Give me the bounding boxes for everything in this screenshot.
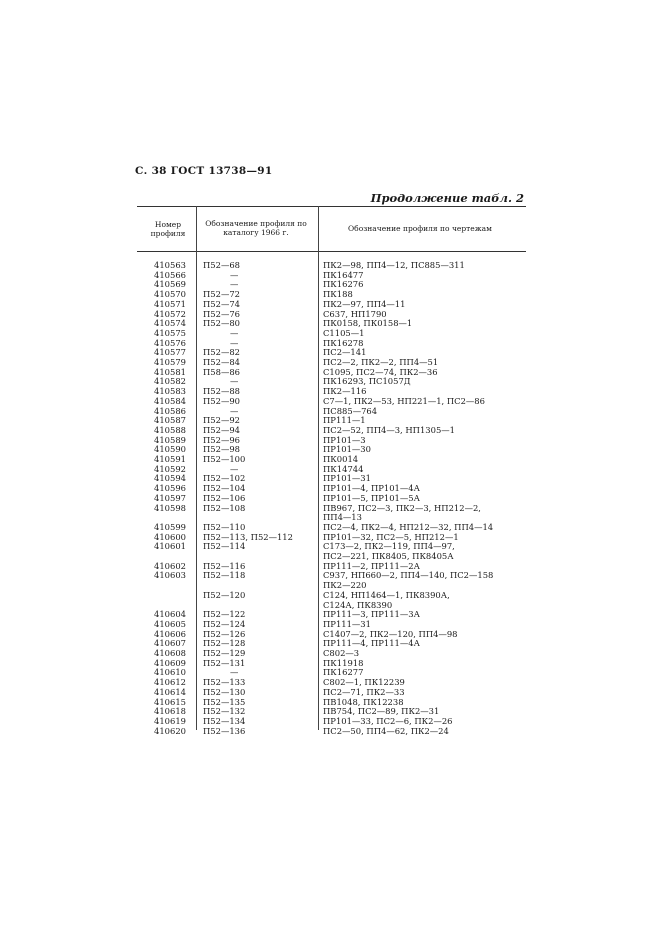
profile-number: 410608 <box>154 648 186 658</box>
profile-number: 410615 <box>154 696 186 707</box>
profile-number: 410606 <box>154 628 186 639</box>
profile-number: 410612 <box>154 677 186 688</box>
catalog-designation: П52—74 <box>203 298 240 309</box>
profile-number: 410610 <box>154 667 186 678</box>
column-divider-1 <box>196 206 197 730</box>
catalog-designation: П52—96 <box>203 434 240 445</box>
drawing-designation: ПК14744 <box>323 463 364 474</box>
drawing-designation: ПК2—220 <box>323 580 367 591</box>
column-header-drawing: Обозначение профиля по чертежам <box>348 224 492 233</box>
catalog-designation: П52—133 <box>203 677 246 688</box>
profile-number: 410574 <box>154 318 186 329</box>
profile-number: 410582 <box>154 376 186 387</box>
profile-number: 410594 <box>154 473 186 484</box>
catalog-designation: П52—68 <box>203 260 240 270</box>
catalog-designation: П52—113, П52—112 <box>203 531 293 542</box>
catalog-designation: П52—84 <box>203 357 240 367</box>
drawing-designation: С124А, ПК8390 <box>323 599 393 610</box>
drawing-designation: ПР101—31 <box>323 473 371 484</box>
profile-number: 410576 <box>154 337 186 348</box>
drawing-designation: ПК0158, ПК0158—1 <box>323 318 413 329</box>
drawing-designation: ПВ1048, ПК12238 <box>323 696 404 707</box>
profile-number: 410571 <box>154 298 186 309</box>
catalog-designation: П52—100 <box>203 454 246 464</box>
drawing-designation: С173—2, ПК2—119, ПП4—97, <box>323 541 455 552</box>
drawing-designation: С7—1, ПК2—53, НП221—1, ПС2—86 <box>323 395 485 406</box>
catalog-designation: П52—104 <box>203 483 246 494</box>
profile-number: 410618 <box>154 706 186 717</box>
catalog-designation: П52—129 <box>203 648 246 658</box>
profile-number: 410579 <box>154 357 186 367</box>
profile-number: 410596 <box>154 483 186 494</box>
drawing-designation: ПР101—4, ПР101—4А <box>323 483 420 494</box>
drawing-designation: С1095, ПС2—74, ПК2—36 <box>323 366 438 377</box>
drawing-designation: ПК16293, ПС1057Д <box>323 376 411 387</box>
catalog-designation: П52—130 <box>203 686 246 697</box>
drawing-designation: ПР111—2, ПР111—2А <box>323 560 420 571</box>
column-header-number: Номер профиля <box>150 220 186 238</box>
drawing-designation: ПР111—4, ПР111—4А <box>323 638 420 649</box>
profile-number: 410597 <box>154 492 186 503</box>
drawing-designation: ПР101—33, ПС2—6, ПК2—26 <box>323 715 453 726</box>
table-continuation-caption: Продолжение табл. 2 <box>370 191 524 205</box>
drawing-designation: ПС2—4, ПК2—4, НП212—32, ПП4—14 <box>323 521 494 532</box>
profile-number: 410581 <box>154 366 186 377</box>
catalog-designation: П52—92 <box>203 415 240 426</box>
catalog-designation: П52—122 <box>203 609 246 620</box>
profile-number: 410563 <box>154 260 186 270</box>
drawing-designation: ПС2—71, ПК2—33 <box>323 686 405 697</box>
drawing-designation: С802—3 <box>323 648 360 658</box>
catalog-designation: П52—108 <box>203 502 246 513</box>
drawing-designation: С124, НП1464—1, ПК8390А, <box>323 589 450 600</box>
catalog-designation: П52—72 <box>203 289 240 300</box>
drawing-designation: ПР101—3 <box>323 434 366 445</box>
drawing-designation: С937, НП660—2, ПП4—140, ПС2—158 <box>323 570 494 581</box>
column-header-catalog: Обозначение профиля по каталогу 1966 г. <box>205 219 307 237</box>
drawing-designation: ПК16477 <box>323 269 364 280</box>
drawing-designation: ПК2—97, ПП4—11 <box>323 298 406 309</box>
drawing-designation: ПВ967, ПС2—3, ПК2—3, НП212—2, <box>323 502 481 513</box>
profile-number: 410604 <box>154 609 186 620</box>
drawing-designation: ПК16277 <box>323 667 364 678</box>
catalog-designation: П52—82 <box>203 347 240 358</box>
profile-number: 410589 <box>154 434 186 445</box>
drawing-designation: ПР101—5, ПР101—5А <box>323 492 420 503</box>
profile-number: 410620 <box>154 725 186 736</box>
drawing-designation: ПР101—30 <box>323 444 371 455</box>
catalog-designation: П52—114 <box>203 541 246 552</box>
catalog-designation: П52—90 <box>203 395 240 406</box>
catalog-designation: — <box>230 405 239 416</box>
profile-number: 410572 <box>154 308 186 319</box>
catalog-designation: — <box>230 279 239 290</box>
catalog-designation: П52—134 <box>203 715 246 726</box>
catalog-designation: П52—76 <box>203 308 240 319</box>
profile-number: 410609 <box>154 657 186 668</box>
profile-number: 410603 <box>154 570 186 581</box>
catalog-designation: П52—132 <box>203 706 246 717</box>
catalog-designation: П52—80 <box>203 318 240 329</box>
catalog-designation: П52—88 <box>203 386 240 397</box>
profile-number: 410587 <box>154 415 186 426</box>
drawing-designation: ПР111—3, ПР111—3А <box>323 609 420 620</box>
page-header: С. 38 ГОСТ 13738—91 <box>135 165 273 177</box>
profile-number: 410586 <box>154 405 186 416</box>
profile-number: 410588 <box>154 424 186 435</box>
drawing-designation: ПС2—2, ПК2—2, ПП4—51 <box>323 357 439 367</box>
profile-number: 410583 <box>154 386 186 397</box>
profile-number: 410570 <box>154 289 186 300</box>
drawing-designation: ПК11918 <box>323 657 364 668</box>
catalog-designation: П52—110 <box>203 521 246 532</box>
catalog-designation: П52—124 <box>203 618 246 629</box>
catalog-designation: П52—102 <box>203 473 246 484</box>
profile-number: 410599 <box>154 521 186 532</box>
catalog-designation: П52—106 <box>203 492 246 503</box>
catalog-designation: П58—86 <box>203 366 240 377</box>
catalog-designation: — <box>230 463 239 474</box>
drawing-designation: ПВ754, ПС2—89, ПК2—31 <box>323 706 440 717</box>
profile-number: 410566 <box>154 269 186 280</box>
drawing-designation: ПС2—141 <box>323 347 367 358</box>
drawing-designation: С1105—1 <box>323 327 365 338</box>
drawing-designation: ПК16278 <box>323 337 364 348</box>
drawing-designation: ПК2—116 <box>323 386 367 397</box>
profile-number: 410577 <box>154 347 186 358</box>
profile-number: 410600 <box>154 531 186 542</box>
drawing-designation: ПР111—1 <box>323 415 366 426</box>
catalog-designation: — <box>230 337 239 348</box>
profile-number: 410590 <box>154 444 186 455</box>
catalog-designation: — <box>230 667 239 678</box>
profile-number: 410592 <box>154 463 186 474</box>
drawing-designation: ПР101—32, ПС2—5, НП212—1 <box>323 531 459 542</box>
catalog-designation: П52—118 <box>203 570 246 581</box>
profile-number: 410601 <box>154 541 186 552</box>
catalog-designation: П52—131 <box>203 657 246 668</box>
drawing-designation: С1407—2, ПК2—120, ПП4—98 <box>323 628 458 639</box>
catalog-designation: — <box>230 327 239 338</box>
drawing-designation: ПК0014 <box>323 454 359 464</box>
profile-number: 410584 <box>154 395 186 406</box>
drawing-designation: ПК188 <box>323 289 353 300</box>
drawing-designation: С802—1, ПК12239 <box>323 677 405 688</box>
profile-number: 410575 <box>154 327 186 338</box>
catalog-designation: П52—98 <box>203 444 240 455</box>
drawing-designation: ПК16276 <box>323 279 364 290</box>
drawing-designation: С637, НП1790 <box>323 308 387 319</box>
profile-number: 410607 <box>154 638 186 649</box>
drawing-designation: ПС2—50, ПП4—62, ПК2—24 <box>323 725 449 736</box>
drawing-designation: ПР111—31 <box>323 618 371 629</box>
profile-number: 410619 <box>154 715 186 726</box>
profile-number: 410614 <box>154 686 186 697</box>
catalog-designation: П52—128 <box>203 638 246 649</box>
catalog-designation: — <box>230 269 239 280</box>
drawing-designation: ПП4—13 <box>323 512 362 523</box>
catalog-designation: П52—136 <box>203 725 246 736</box>
drawing-designation: ПС885—764 <box>323 405 378 416</box>
drawing-designation: ПК2—98, ПП4—12, ПС885—311 <box>323 260 465 270</box>
catalog-designation: П52—116 <box>203 560 246 571</box>
catalog-designation: П52—126 <box>203 628 246 639</box>
catalog-designation: — <box>230 376 239 387</box>
column-divider-2 <box>318 206 319 730</box>
catalog-designation: П52—120 <box>203 589 246 600</box>
profile-number: 410602 <box>154 560 186 571</box>
catalog-designation: П52—94 <box>203 424 240 435</box>
drawing-designation: ПС2—52, ПП4—3, НП1305—1 <box>323 424 455 435</box>
profile-number: 410598 <box>154 502 186 513</box>
profile-number: 410605 <box>154 618 186 629</box>
catalog-designation: П52—135 <box>203 696 246 707</box>
profile-number: 410569 <box>154 279 186 290</box>
drawing-designation: ПС2—221, ПК8405, ПК8405А <box>323 551 454 561</box>
profile-number: 410591 <box>154 454 186 464</box>
